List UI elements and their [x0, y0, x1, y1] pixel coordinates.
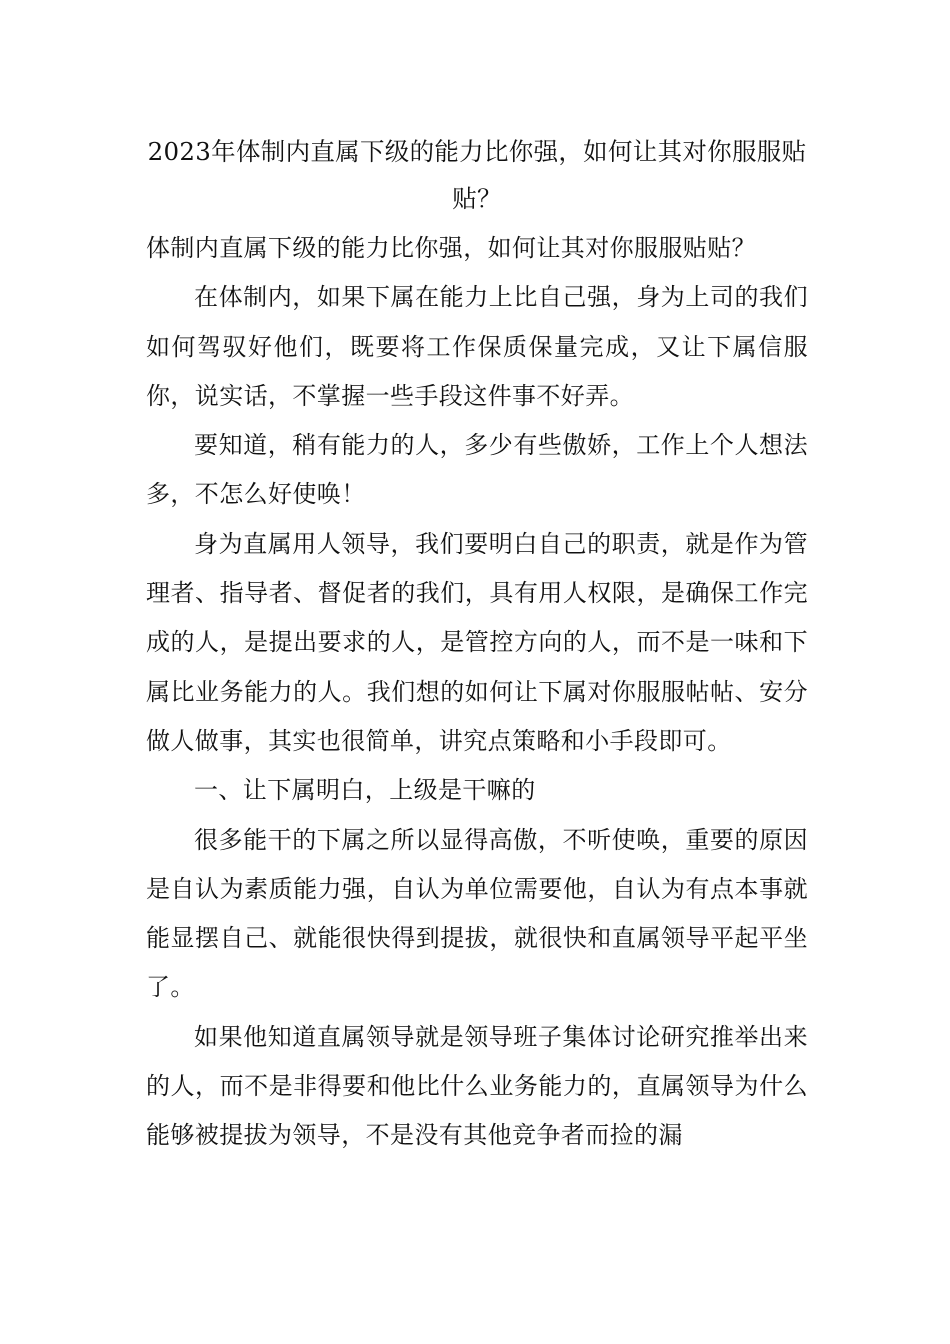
paragraph-arrogant-subordinates: 很多能干的下属之所以显得高傲，不听使唤，重要的原因是自认为素质能力强，自认为单位需要他，自认为有点本事就能显摆自己、就能很快得到提拔，就很快和直属领导平起平坐了。: [146, 825, 808, 1002]
paragraph-subtitle: 体制内直属下级的能力比你强，如何让其对你服服贴贴？: [146, 234, 756, 262]
section-heading-1: 一、让下属明白，上级是干嘛的: [194, 776, 536, 805]
paragraph-leader-selection: 如果他知道直属领导就是领导班子集体讨论研究推举出来的人，而不是非得要和他比什么业务能力的，直属领导为什么能够被提拔为领导，不是没有其他竞争者而捡的漏: [146, 1022, 808, 1150]
paragraph-leader-duties: 身为直属用人领导，我们要明白自己的职责，就是作为管理者、指导者、督促者的我们，具有用人权限，是确保工作完成的人，是提出要求的人，是管控方向的人，而不是一味和下属比业务能力的人。我们想的如何让下属对你服服帖帖、安分做人做事，其实也很简单，讲究点策略和小手段即可。: [146, 529, 808, 755]
paragraph-capable-people: 要知道，稍有能力的人，多少有些傲娇，工作上个人想法多，不怎么好使唤！: [146, 431, 808, 509]
document-title: 2023年体制内直属下级的能力比你强，如何让其对你服服贴贴？: [147, 137, 807, 213]
paragraph-intro: 在体制内，如果下属在能力上比自己强，身为上司的我们如何驾驭好他们，既要将工作保质保量完成，又让下属信服你，说实话，不掌握一些手段这件事不好弄。: [146, 283, 808, 410]
document-page: [146, 128, 808, 1161]
